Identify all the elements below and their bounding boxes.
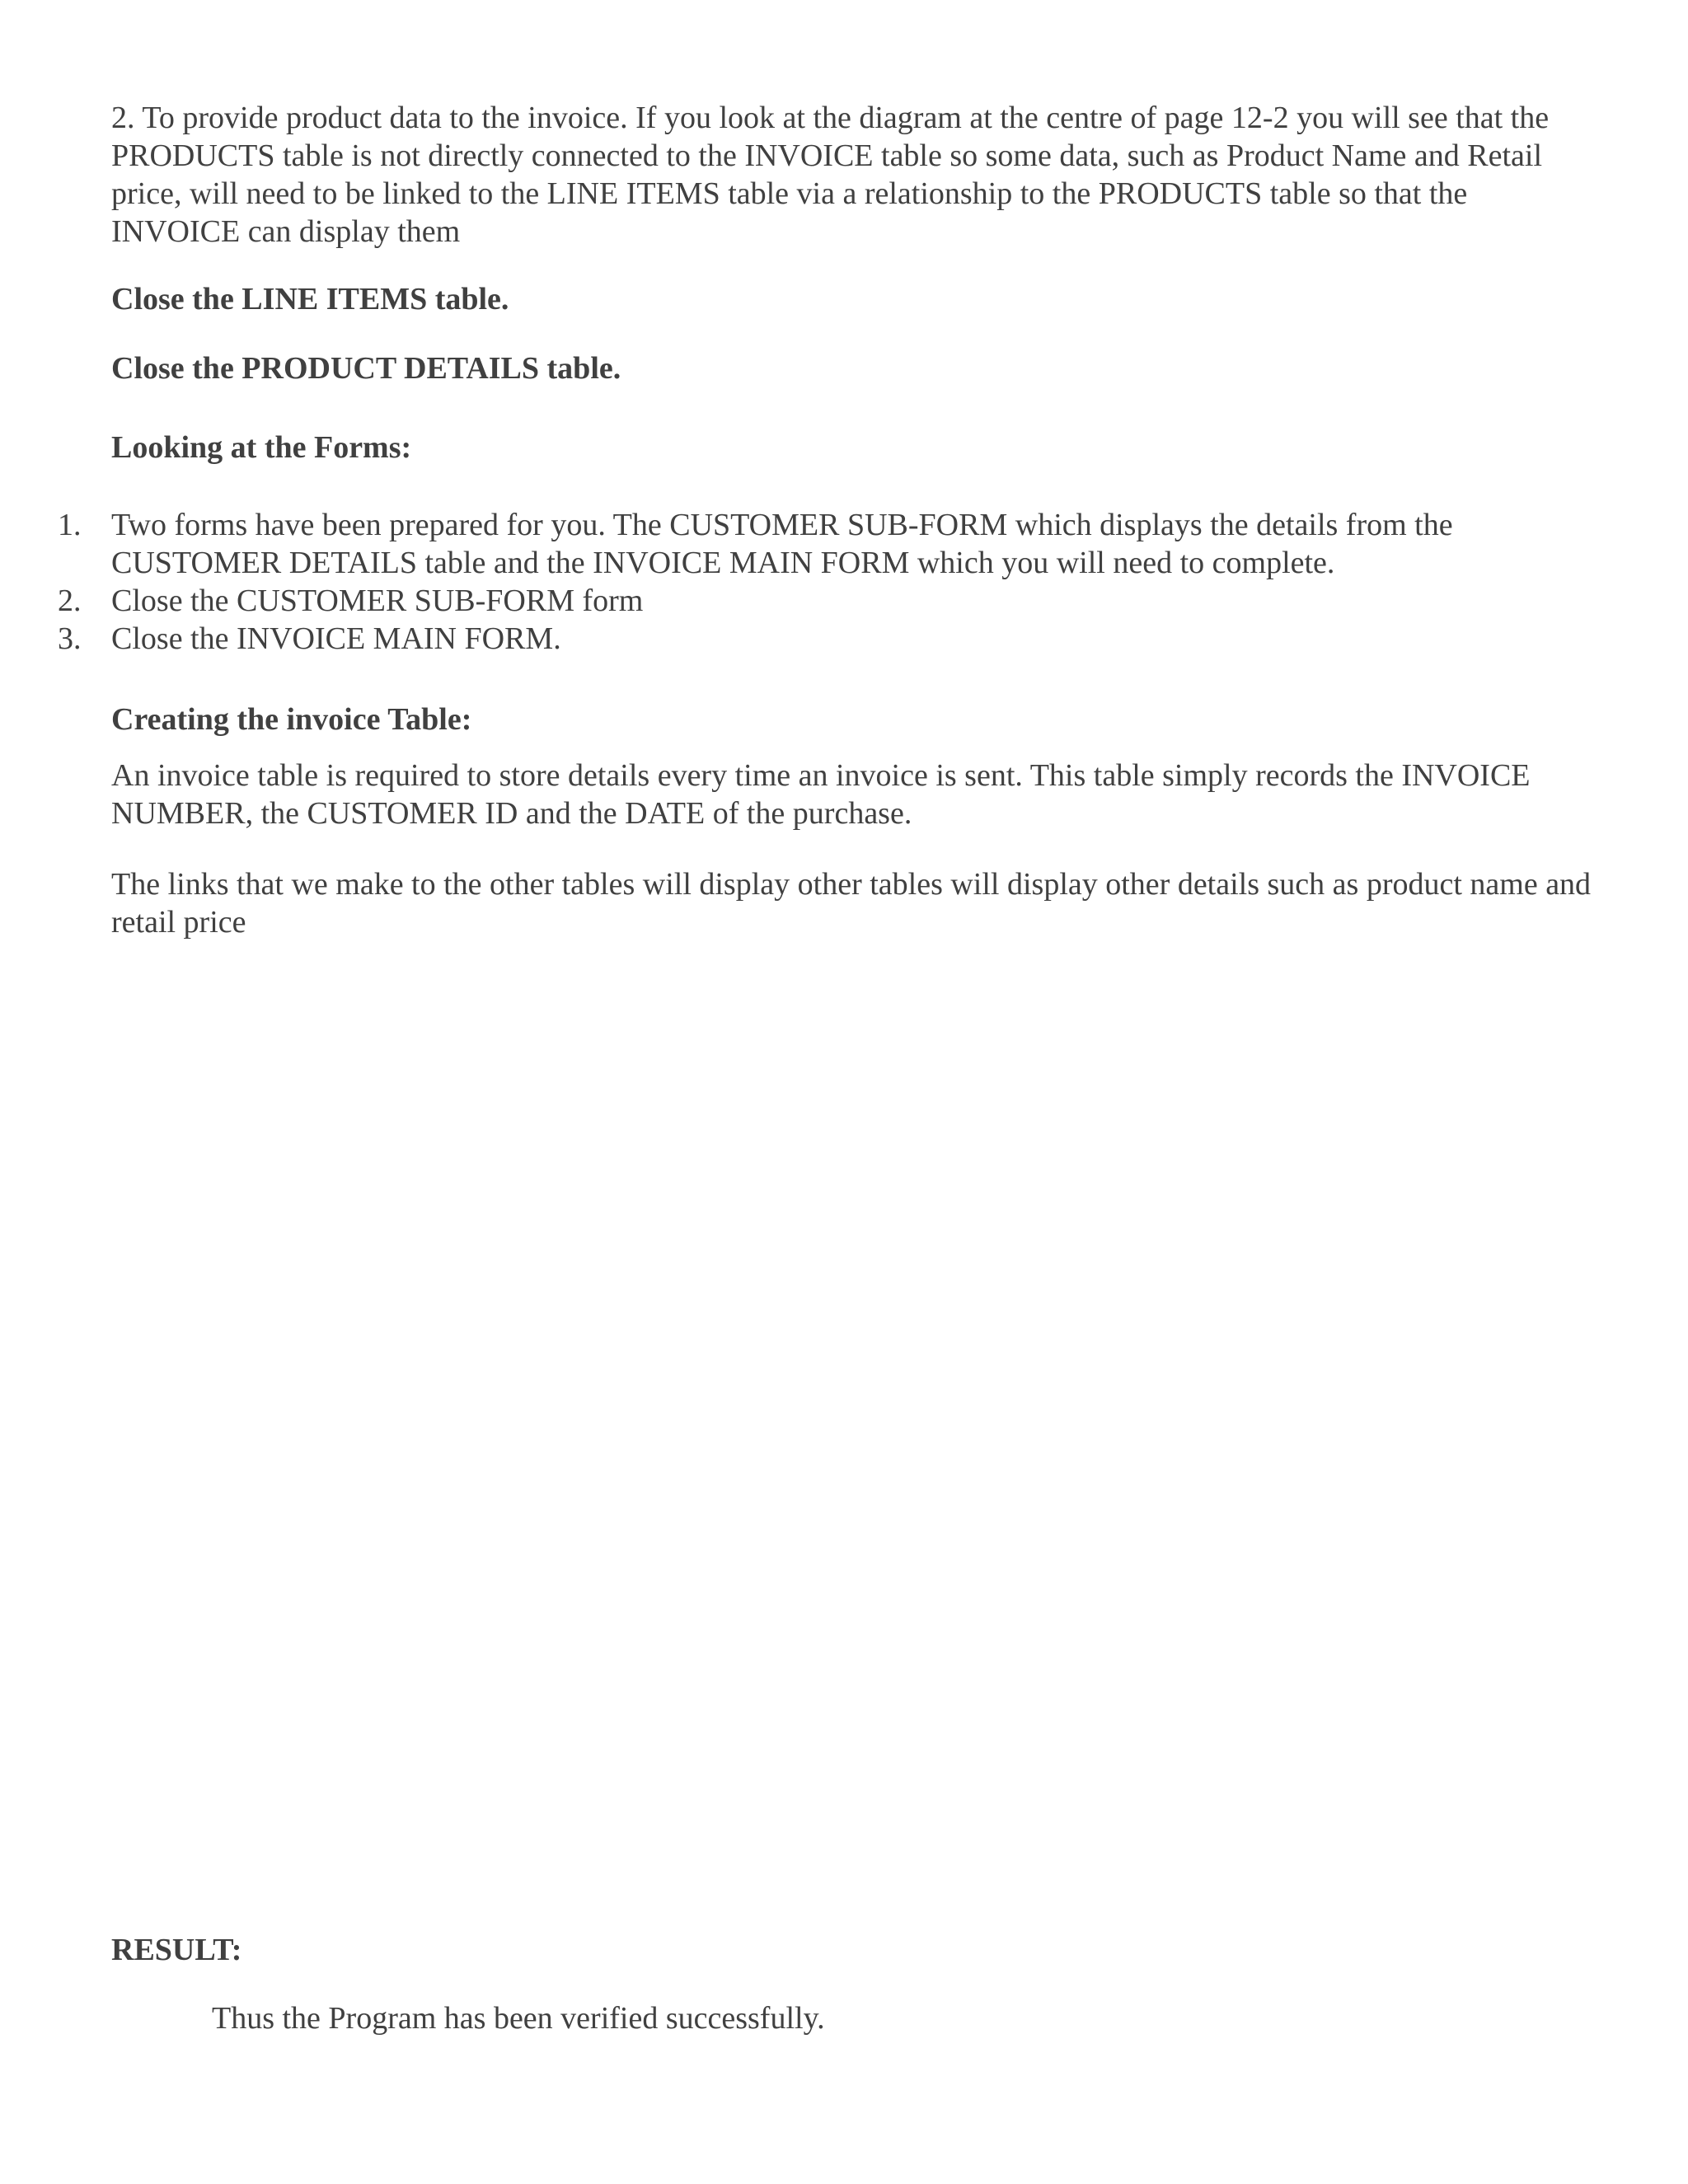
list-item: [0, 506, 1607, 582]
forms-list: [0, 506, 1607, 658]
intro-paragraph: 2. To provide product data to the invoice. If you look at the diagram at the centre of page 12-2 you will see that the PRODUCTS table is not directly connected to the INVOICE table so some data, such as Product Name and Retail price, will need to be linked to the LINE ITEMS table via a relationship to the PRODUCTS table so that the INVOICE can display them: [111, 101, 1550, 249]
list-item: [0, 582, 1607, 620]
list-item-text: Close the CUSTOMER SUB-FORM form: [111, 583, 644, 618]
list-item-number: 3.: [58, 621, 82, 656]
forms-heading: Looking at the Forms:: [111, 430, 412, 465]
invoice-paragraph-2: The links that we make to the other tables will display other tables will display other details such as product name and retail price: [111, 867, 1592, 940]
list-item: [0, 620, 1607, 658]
close-product-details-step: Close the PRODUCT DETAILS table.: [111, 351, 621, 386]
invoice-paragraph-1: An invoice table is required to store details every time an invoice is sent. This table simply records the INVOICE NUMBER, the CUSTOMER ID and the DATE of the purchase.: [111, 758, 1531, 831]
close-line-items-step: Close the LINE ITEMS table.: [111, 282, 509, 316]
result-text: Thus the Program has been verified successfully.: [212, 2001, 825, 2036]
result-heading: RESULT:: [111, 1933, 242, 1967]
list-item-text: Two forms have been prepared for you. The CUSTOMER SUB-FORM which displays the details from the CUSTOMER DETAILS table and the INVOICE MAIN FORM which you will need to complete.: [111, 508, 1453, 580]
list-item-text: Close the INVOICE MAIN FORM.: [111, 621, 561, 656]
list-item-number: 1.: [58, 508, 82, 542]
list-item-number: 2.: [58, 583, 82, 618]
invoice-table-heading: Creating the invoice Table:: [111, 702, 472, 737]
